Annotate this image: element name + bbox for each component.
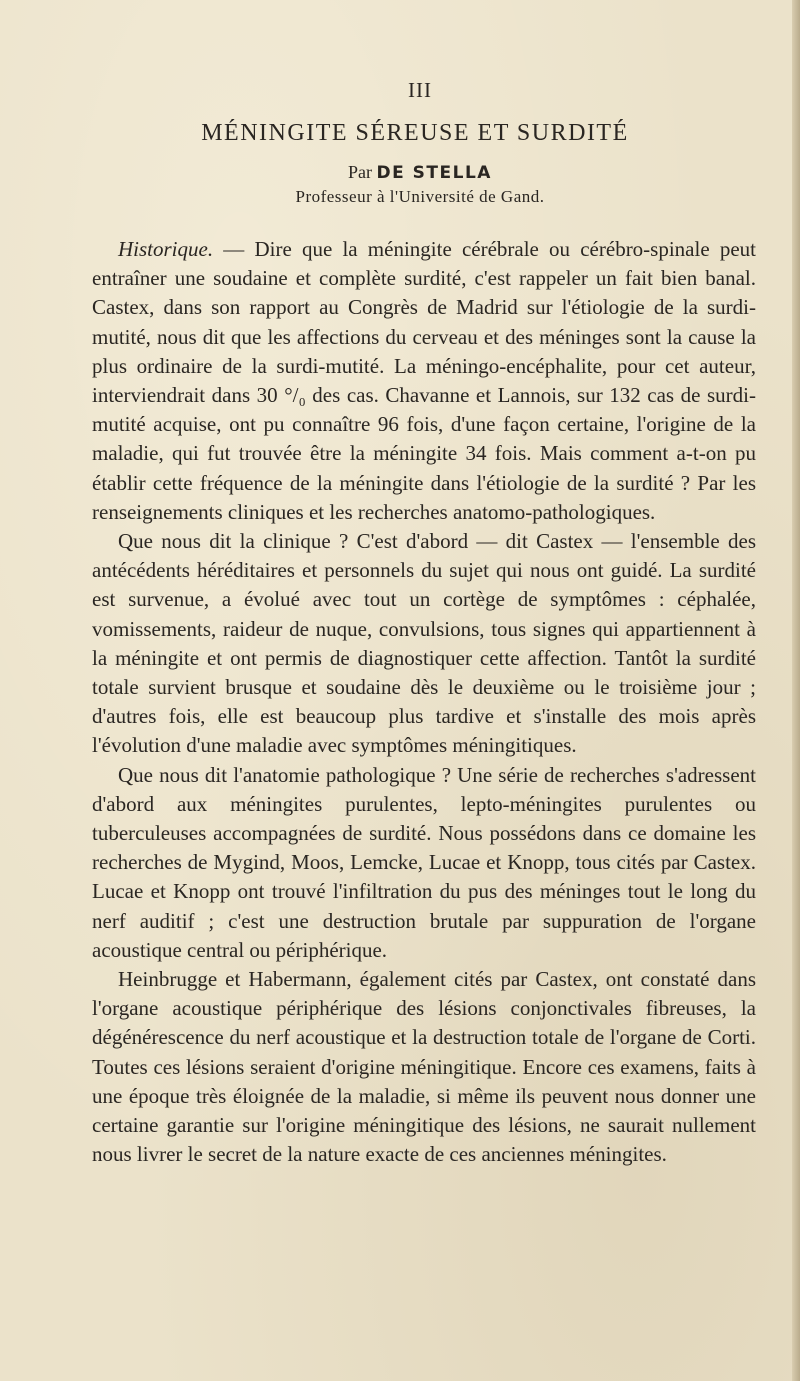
paragraph-anatomie: Que nous dit l'anatomie pathologique ? Une série de recherches s'adressent d'abord aux méningites purulentes, lepto-méningites purulentes ou tuberculeuses accompagnées de surdité. Nous possédons dans ce domaine les recherches de Mygind, Moos, Lemcke, Lucae et Knopp, tous cités par Castex. Lucae et Knopp ont trouvé l'infiltration du pus des méninges tout le long du nerf auditif ; c'est une destruction brutale par suppuration de l'organe acoustique central ou périphérique. bbox=[92, 762, 756, 962]
chapter-number: III bbox=[408, 78, 432, 102]
paragraph-clinique: Que nous dit la clinique ? C'est d'abord — dit Castex — l'ensemble des antécédents héréditaires et personnels du sujet qui nous ont guidé. La surdité est survenue, a évolué avec tout un cortège de symptômes : céphalée, vomissements, raideur de nuque, convulsions, tous signes qui appartiennent à la méningite et ont permis de diagnostiquer cette affection. Tantôt la surdité totale survient brusque et soudaine dès le deuxième ou le troisième jour ; d'autres fois, elle est beaucoup plus tardive et s'installe des mois après l'évolution d'une maladie avec symptômes méningitiques. bbox=[92, 529, 756, 758]
article-body bbox=[92, 235, 756, 1170]
chapter-title: MÉNINGITE SÉREUSE ET SURDITÉ bbox=[201, 120, 629, 146]
author-name: DE STELLA bbox=[376, 163, 492, 183]
paragraph-historique bbox=[92, 235, 756, 527]
paragraph-text: — Dire que la méningite cérébrale ou cérébro-spinale peut entraîner une soudaine et complète surdité, c'est rappeler un fait bien banal. Castex, dans son rapport au Congrès de Madrid sur l'étiologie de la surdi-mutité, nous dit que les affections du cerveau et des méninges sont la cause la plus ordinaire de la surdi-mutité. La méningo-encéphalite, pour cet auteur, interviendrait dans 30 °/₀ des cas. Chavanne et Lannois, sur 132 cas de surdi-mutité acquise, ont pu connaître 96 fois, d'une façon certaine, l'origine de la maladie, qui fut trouvée être la méningite 34 fois. Mais comment a-t-on pu établir cette fréquence de la méningite dans l'étiologie de la surdité ? Par les renseignements cliniques et les recherches anatomo-pathologiques. bbox=[92, 237, 756, 524]
page-edge bbox=[792, 0, 800, 1381]
author-line bbox=[0, 162, 800, 183]
author-prefix: Par bbox=[348, 162, 377, 182]
paragraph-heinbrugge: Heinbrugge et Habermann, également cités par Castex, ont constaté dans l'organe acoustique périphérique des lésions conjonctivales fibreuses, la dégénérescence du nerf acoustique et la destruction totale de l'organe de Corti. Toutes ces lésions seraient d'origine méningitique. Encore ces examens, faits à une époque très éloignée de la maladie, si même ils peuvent nous donner une certaine garantie sur l'origine méningitique des lésions, ne saurait nullement nous livrer le secret de la nature exacte de ces anciennes méningites. bbox=[92, 967, 756, 1167]
section-label: Historique. bbox=[118, 237, 214, 261]
author-affiliation: Professeur à l'Université de Gand. bbox=[295, 187, 545, 206]
